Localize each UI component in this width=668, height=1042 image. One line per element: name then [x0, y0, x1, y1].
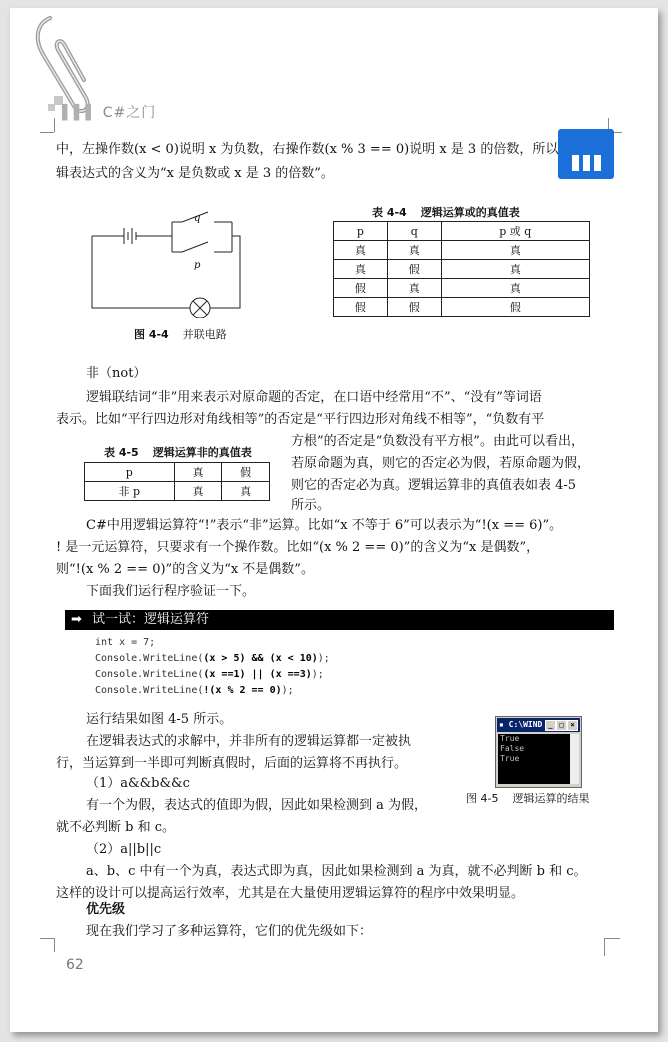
table-cell: p: [85, 463, 175, 482]
crop-mark: [40, 132, 54, 133]
table-cell: 真: [441, 279, 589, 298]
code-text: int x = 7;: [95, 637, 156, 648]
table-cell: 假: [387, 260, 441, 279]
code-text: );: [311, 669, 324, 680]
figure-4-5-caption: [466, 790, 589, 806]
intro-line-2: 辑表达式的含义为“x 是负数或 x 是 3 的倍数”。: [56, 166, 334, 181]
result-line-2: 在逻辑表达式的求解中，并非所有的逻辑运算都一定被执: [86, 734, 412, 749]
not-p1-line-1: 逻辑联结词“非”用来表示对原命题的否定，在口语中经常用“不”、“没有”等词语: [86, 390, 542, 405]
caption-number: 表 4-5: [104, 446, 139, 459]
crop-mark: [54, 118, 55, 132]
table-row: [334, 279, 590, 298]
table-cell: 真: [222, 482, 270, 501]
table-4-5-caption: [104, 444, 252, 460]
table-cell: 真: [441, 241, 589, 260]
table-cell: 假: [222, 463, 270, 482]
table-header-cell: q: [387, 222, 441, 241]
table-cell: 真: [387, 279, 441, 298]
switch-q-label: q: [194, 213, 201, 224]
not-p2-line-1: C#中用逻辑运算符“!”表示“非”运算。比如“x 不等于 6”可以表示为“!(x == 6)”。: [86, 518, 563, 533]
table-cell: 假: [387, 298, 441, 317]
badge-bar: [594, 155, 601, 171]
table-cell: 真: [174, 482, 222, 501]
caption-text: 并联电路: [182, 328, 227, 341]
caption-number: 图 4-4: [134, 328, 169, 341]
item-1-line-1: 有一个为假，表达式的值即为假，因此如果检测到 a 为假，: [86, 798, 428, 813]
book-title: C#之门: [102, 105, 157, 121]
try-it-title: 试一试：逻辑运算符: [92, 612, 210, 627]
console-scrollbar[interactable]: [570, 734, 579, 784]
table-cell: 假: [441, 298, 589, 317]
precedence-line-1: 现在我们学习了多种运算符，它们的优先级如下：: [86, 924, 373, 939]
code-line: [95, 684, 294, 698]
table-header-cell: p 或 q: [441, 222, 589, 241]
item-1-line-2: 就不必判断 b 和 c。: [56, 820, 175, 835]
not-p1-line-6: 所示。: [291, 498, 331, 513]
chapter-badge-icon: [558, 129, 614, 179]
console-line: True: [500, 734, 520, 743]
code-bold: (x > 5) && (x < 10): [203, 653, 318, 664]
figure-4-4-caption: [134, 326, 227, 342]
book-page: [10, 8, 658, 1032]
table-4-4-caption: [372, 204, 520, 220]
switch-p-label: p: [194, 260, 201, 271]
table-cell: 假: [334, 279, 388, 298]
code-text: Console.WriteLine(: [95, 669, 204, 680]
section-heading-precedence: 优先级: [86, 902, 126, 917]
code-text: Console.WriteLine(: [95, 685, 204, 696]
result-line-1: 运行结果如图 4-5 所示。: [86, 712, 233, 727]
table-row: [334, 260, 590, 279]
intro-line-1: 中，左操作数(x < 0)说明 x 为负数，右操作数(x % 3 == 0)说明 x 是 3 的倍数，所以: [56, 142, 559, 157]
caption-text: 逻辑运算的结果: [512, 792, 590, 805]
result-line-3: 行，当运算到一半即可判断真假时，后面的运算将不再执行。: [56, 756, 408, 771]
code-line: [95, 636, 155, 650]
item-1-heading: （1）a&&b&&c: [86, 776, 190, 791]
truth-table-or: [333, 221, 590, 317]
crop-mark: [604, 938, 605, 956]
console-title-bar: [497, 718, 580, 732]
try-it-header: [65, 610, 614, 630]
table-row: [85, 482, 270, 501]
table-row: [334, 298, 590, 317]
code-bold: (x ==1) || (x ==3): [203, 669, 312, 680]
console-output: [498, 734, 571, 784]
bulb-icon: [190, 298, 210, 318]
code-bold: !(x % 2 == 0): [203, 685, 282, 696]
item-2-heading: （2）a||b||c: [86, 842, 162, 857]
not-p1-line-5: 则它的否定必为真。逻辑运算非的真值表如表 4-5: [291, 478, 577, 493]
code-text: );: [281, 685, 294, 696]
caption-number: 表 4-4: [372, 206, 407, 219]
crop-mark: [54, 938, 55, 952]
not-p1-line-2: 表示。比如“平行四边形对角线相等”的否定是“平行四边形对角线不相等”，“负数有平: [56, 412, 545, 427]
arrow-right-icon: ➡: [71, 612, 82, 627]
code-line: [95, 652, 330, 666]
item-2-line-1: a、b、c 中有一个为真，表达式即为真，因此如果检测到 a 为真，就不必判断 b 和 c。: [86, 864, 587, 879]
table-cell: 非 p: [85, 482, 175, 501]
section-heading-not: 非（not）: [86, 366, 147, 381]
page-number: 62: [66, 957, 84, 973]
console-line: False: [500, 744, 525, 753]
minimize-icon[interactable]: _: [545, 720, 556, 731]
table-cell: 真: [387, 241, 441, 260]
not-p1-line-3: 方根”的否定是“负数没有平方根”。由此可以看出，: [291, 434, 584, 449]
table-header-row: [334, 222, 590, 241]
console-window: [495, 716, 582, 788]
table-cell: 真: [334, 241, 388, 260]
not-p2-line-3: 则“!(x % 2 == 0)”的含义为“x 不是偶数”。: [56, 562, 314, 577]
table-row: [334, 241, 590, 260]
not-p2-line-2: ! 是一元运算符，只要求有一个操作数。比如“(x % 2 == 0)”的含义为“x 是偶数”，: [56, 540, 540, 555]
badge-bar: [572, 155, 579, 171]
badge-bar: [583, 155, 590, 171]
code-text: );: [317, 653, 330, 664]
header-decor: [48, 104, 55, 111]
console-title: C:\WIND: [508, 720, 543, 729]
not-p1-line-4: 若原命题为真，则它的否定必为假，若原命题为假，: [291, 456, 591, 471]
caption-text: 逻辑运算非的真值表: [152, 446, 252, 459]
header-decor-text: ▌▌▌: [62, 105, 98, 121]
not-p3: 下面我们运行程序验证一下。: [86, 584, 256, 599]
crop-mark: [40, 938, 54, 939]
parallel-circuit-diagram: [90, 208, 260, 318]
header-title: [62, 102, 156, 122]
console-line: True: [500, 754, 520, 763]
table-cell: 真: [334, 260, 388, 279]
truth-table-not: [84, 462, 270, 501]
console-icon: ▪: [499, 720, 504, 729]
table-cell: 真: [174, 463, 222, 482]
table-header-cell: p: [334, 222, 388, 241]
maximize-icon[interactable]: □: [556, 720, 567, 731]
crop-mark: [604, 938, 620, 939]
caption-number: 图 4-5: [466, 792, 499, 805]
code-text: Console.WriteLine(: [95, 653, 204, 664]
code-line: [95, 668, 324, 682]
table-cell: 假: [334, 298, 388, 317]
table-cell: 真: [441, 260, 589, 279]
caption-text: 逻辑运算或的真值表: [420, 206, 520, 219]
table-row: [85, 463, 270, 482]
item-2-line-2: 这样的设计可以提高运行效率，尤其是在大量使用逻辑运算符的程序中效果明显。: [56, 886, 525, 901]
close-icon[interactable]: ×: [567, 720, 578, 731]
